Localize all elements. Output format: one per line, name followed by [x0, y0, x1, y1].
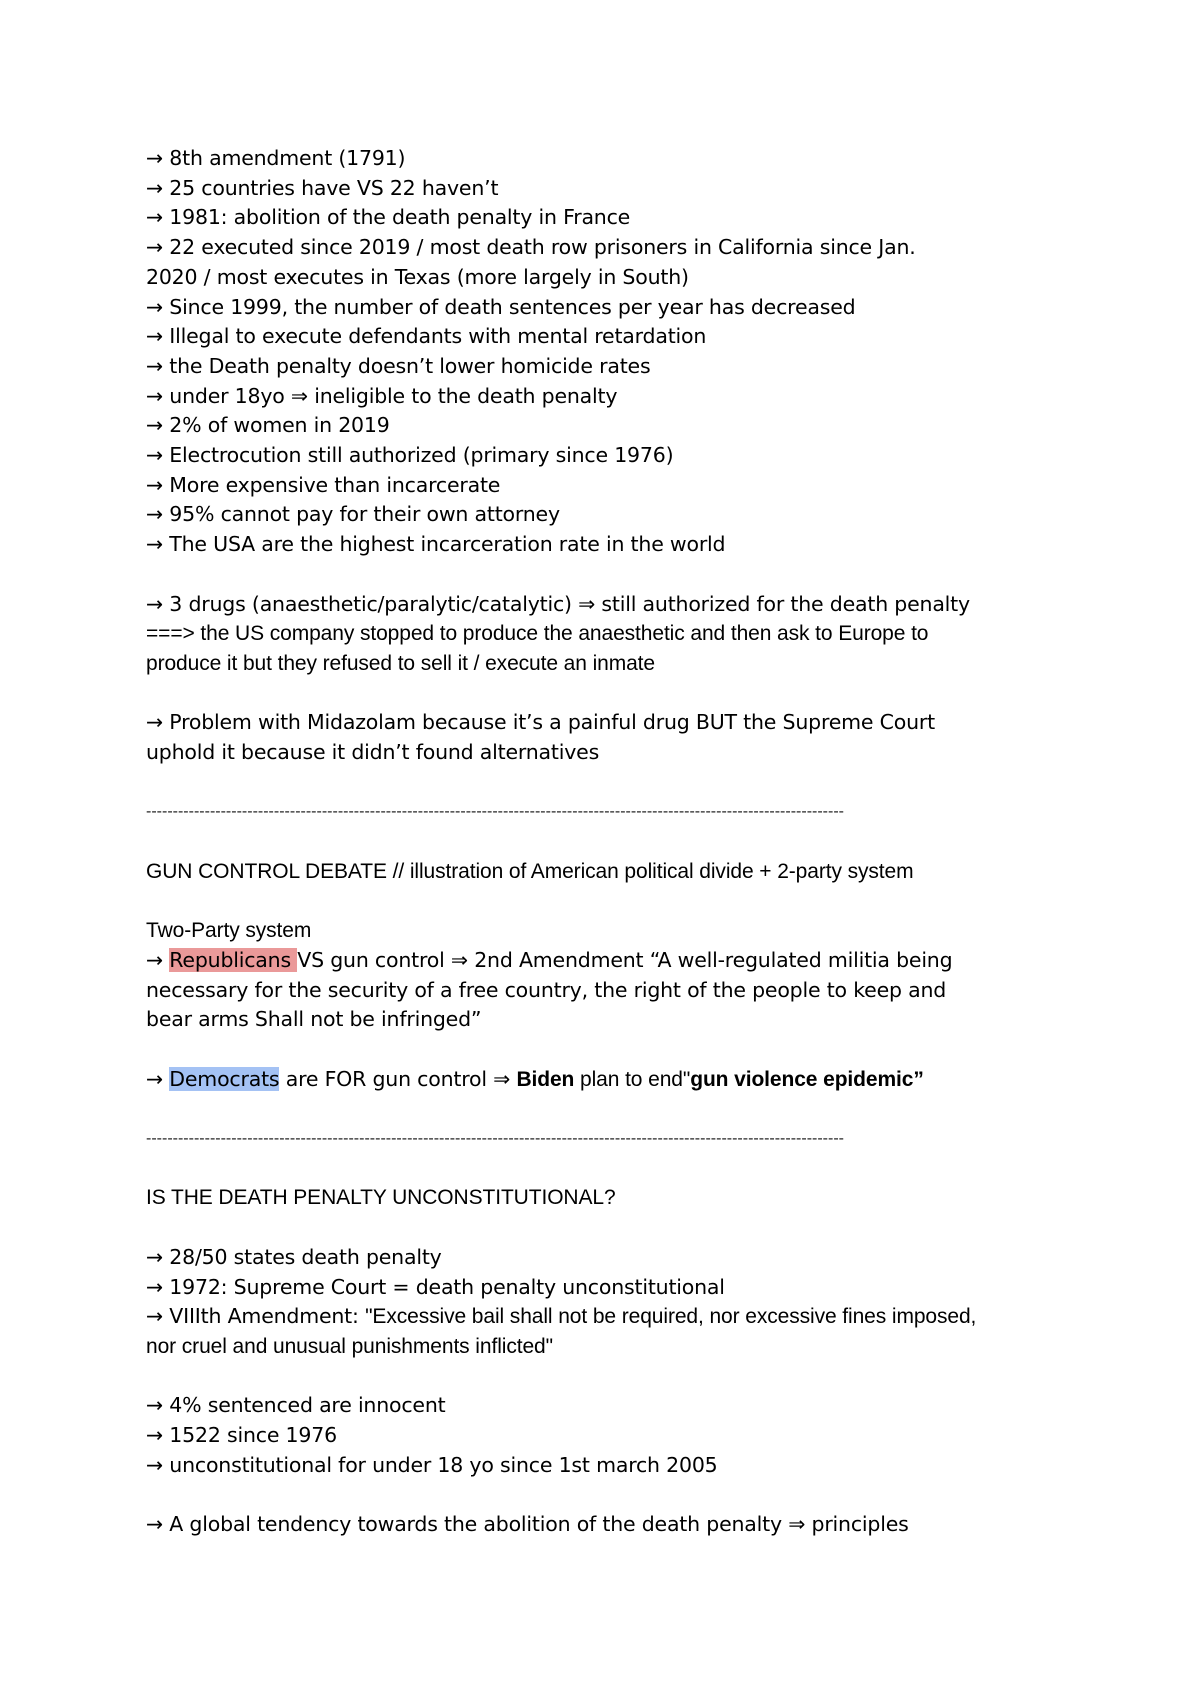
blank-line — [146, 560, 1066, 590]
section-heading: GUN CONTROL DEBATE // illustration of American political divide + 2-party system — [146, 859, 914, 883]
note-line: 2020 / most executes in Texas (more largely in South) — [146, 264, 689, 289]
blank-line — [146, 1362, 1066, 1392]
republicans-text: VS gun control ⇒ 2nd Amendment “A well-regulated militia being — [297, 947, 953, 972]
republicans-line — [146, 946, 1066, 976]
democrats-text: are FOR gun control ⇒ — [279, 1066, 517, 1091]
amendment-prefix: → VIIIth Amendment: — [146, 1304, 366, 1329]
note-line: → Illegal to execute defendants with mental retardation — [146, 324, 707, 349]
note-line: → Problem with Midazolam because it’s a painful drug BUT the Supreme Court — [146, 710, 935, 735]
blank-line — [146, 887, 1066, 917]
blank-line — [146, 1154, 1066, 1184]
note-line: nor cruel and unusual punishments inflicted" — [146, 1334, 553, 1358]
blank-line — [146, 827, 1066, 857]
arrow-prefix: → — [146, 947, 170, 972]
note-line: → Since 1999, the number of death sentences per year has decreased — [146, 294, 856, 319]
note-line: bear arms Shall not be infringed” — [146, 1007, 482, 1032]
section-subheading: Two-Party system — [146, 919, 312, 943]
note-line: → under 18yo ⇒ ineligible to the death penalty — [146, 383, 618, 408]
note-line: → 95% cannot pay for their own attorney — [146, 502, 560, 527]
blank-line — [146, 1480, 1066, 1510]
note-line: → 4% sentenced are innocent — [146, 1393, 446, 1418]
note-line: → 28/50 states death penalty — [146, 1244, 442, 1269]
democrats-line — [146, 1065, 1066, 1095]
separator-line: ----------------------------------------------------------------------------------------------------------------------------------- — [146, 1130, 844, 1148]
note-line: uphold it because it didn’t found alternatives — [146, 740, 600, 765]
blank-line — [146, 1094, 1066, 1124]
blank-line — [146, 679, 1066, 709]
section-heading: IS THE DEATH PENALTY UNCONSTITUTIONAL? — [146, 1186, 616, 1210]
note-line: → 3 drugs (anaesthetic/paralytic/catalytic) ⇒ still authorized for the death penalty — [146, 591, 970, 616]
amendment-quote: "Excessive bail shall not be required, nor excessive fines imposed, — [365, 1305, 977, 1329]
note-line: produce it but they refused to sell it / execute an inmate — [146, 651, 655, 675]
note-line: → More expensive than incarcerate — [146, 472, 501, 497]
note-line: → A global tendency towards the abolition of the death penalty ⇒ principles — [146, 1512, 909, 1537]
note-line: → 1981: abolition of the death penalty in France — [146, 205, 631, 230]
note-line: → The USA are the highest incarceration rate in the world — [146, 532, 726, 557]
amendment-line — [146, 1302, 1066, 1332]
note-line: → 22 executed since 2019 / most death row prisoners in California since Jan. — [146, 235, 916, 260]
plan-text: plan to end" — [574, 1067, 691, 1091]
note-line: → 1522 since 1976 — [146, 1423, 337, 1448]
document-body — [146, 144, 1066, 1540]
note-line: → 25 countries have VS 22 haven’t — [146, 175, 499, 200]
note-line: ===> the US company stopped to produce the anaesthetic and then ask to Europe to — [146, 622, 929, 646]
blank-line — [146, 768, 1066, 798]
note-line: → 2% of women in 2019 — [146, 413, 390, 438]
note-line: necessary for the security of a free country, the right of the people to keep and — [146, 977, 947, 1002]
blank-line — [146, 1213, 1066, 1243]
republicans-highlight: Republicans — [169, 947, 298, 972]
note-line: → Electrocution still authorized (primary since 1976) — [146, 443, 674, 468]
democrats-highlight: Democrats — [169, 1066, 280, 1091]
note-line: → the Death penalty doesn’t lower homicide rates — [146, 353, 651, 378]
blank-line — [146, 1035, 1066, 1065]
separator-line: ----------------------------------------------------------------------------------------------------------------------------------- — [146, 803, 844, 821]
note-line: → 1972: Supreme Court = death penalty unconstitutional — [146, 1274, 725, 1299]
epidemic-bold: gun violence epidemic” — [690, 1067, 924, 1091]
note-line: → unconstitutional for under 18 yo since 1st march 2005 — [146, 1452, 718, 1477]
biden-bold: Biden — [516, 1067, 575, 1091]
note-line: → 8th amendment (1791) — [146, 146, 406, 170]
arrow-prefix: → — [146, 1066, 170, 1091]
